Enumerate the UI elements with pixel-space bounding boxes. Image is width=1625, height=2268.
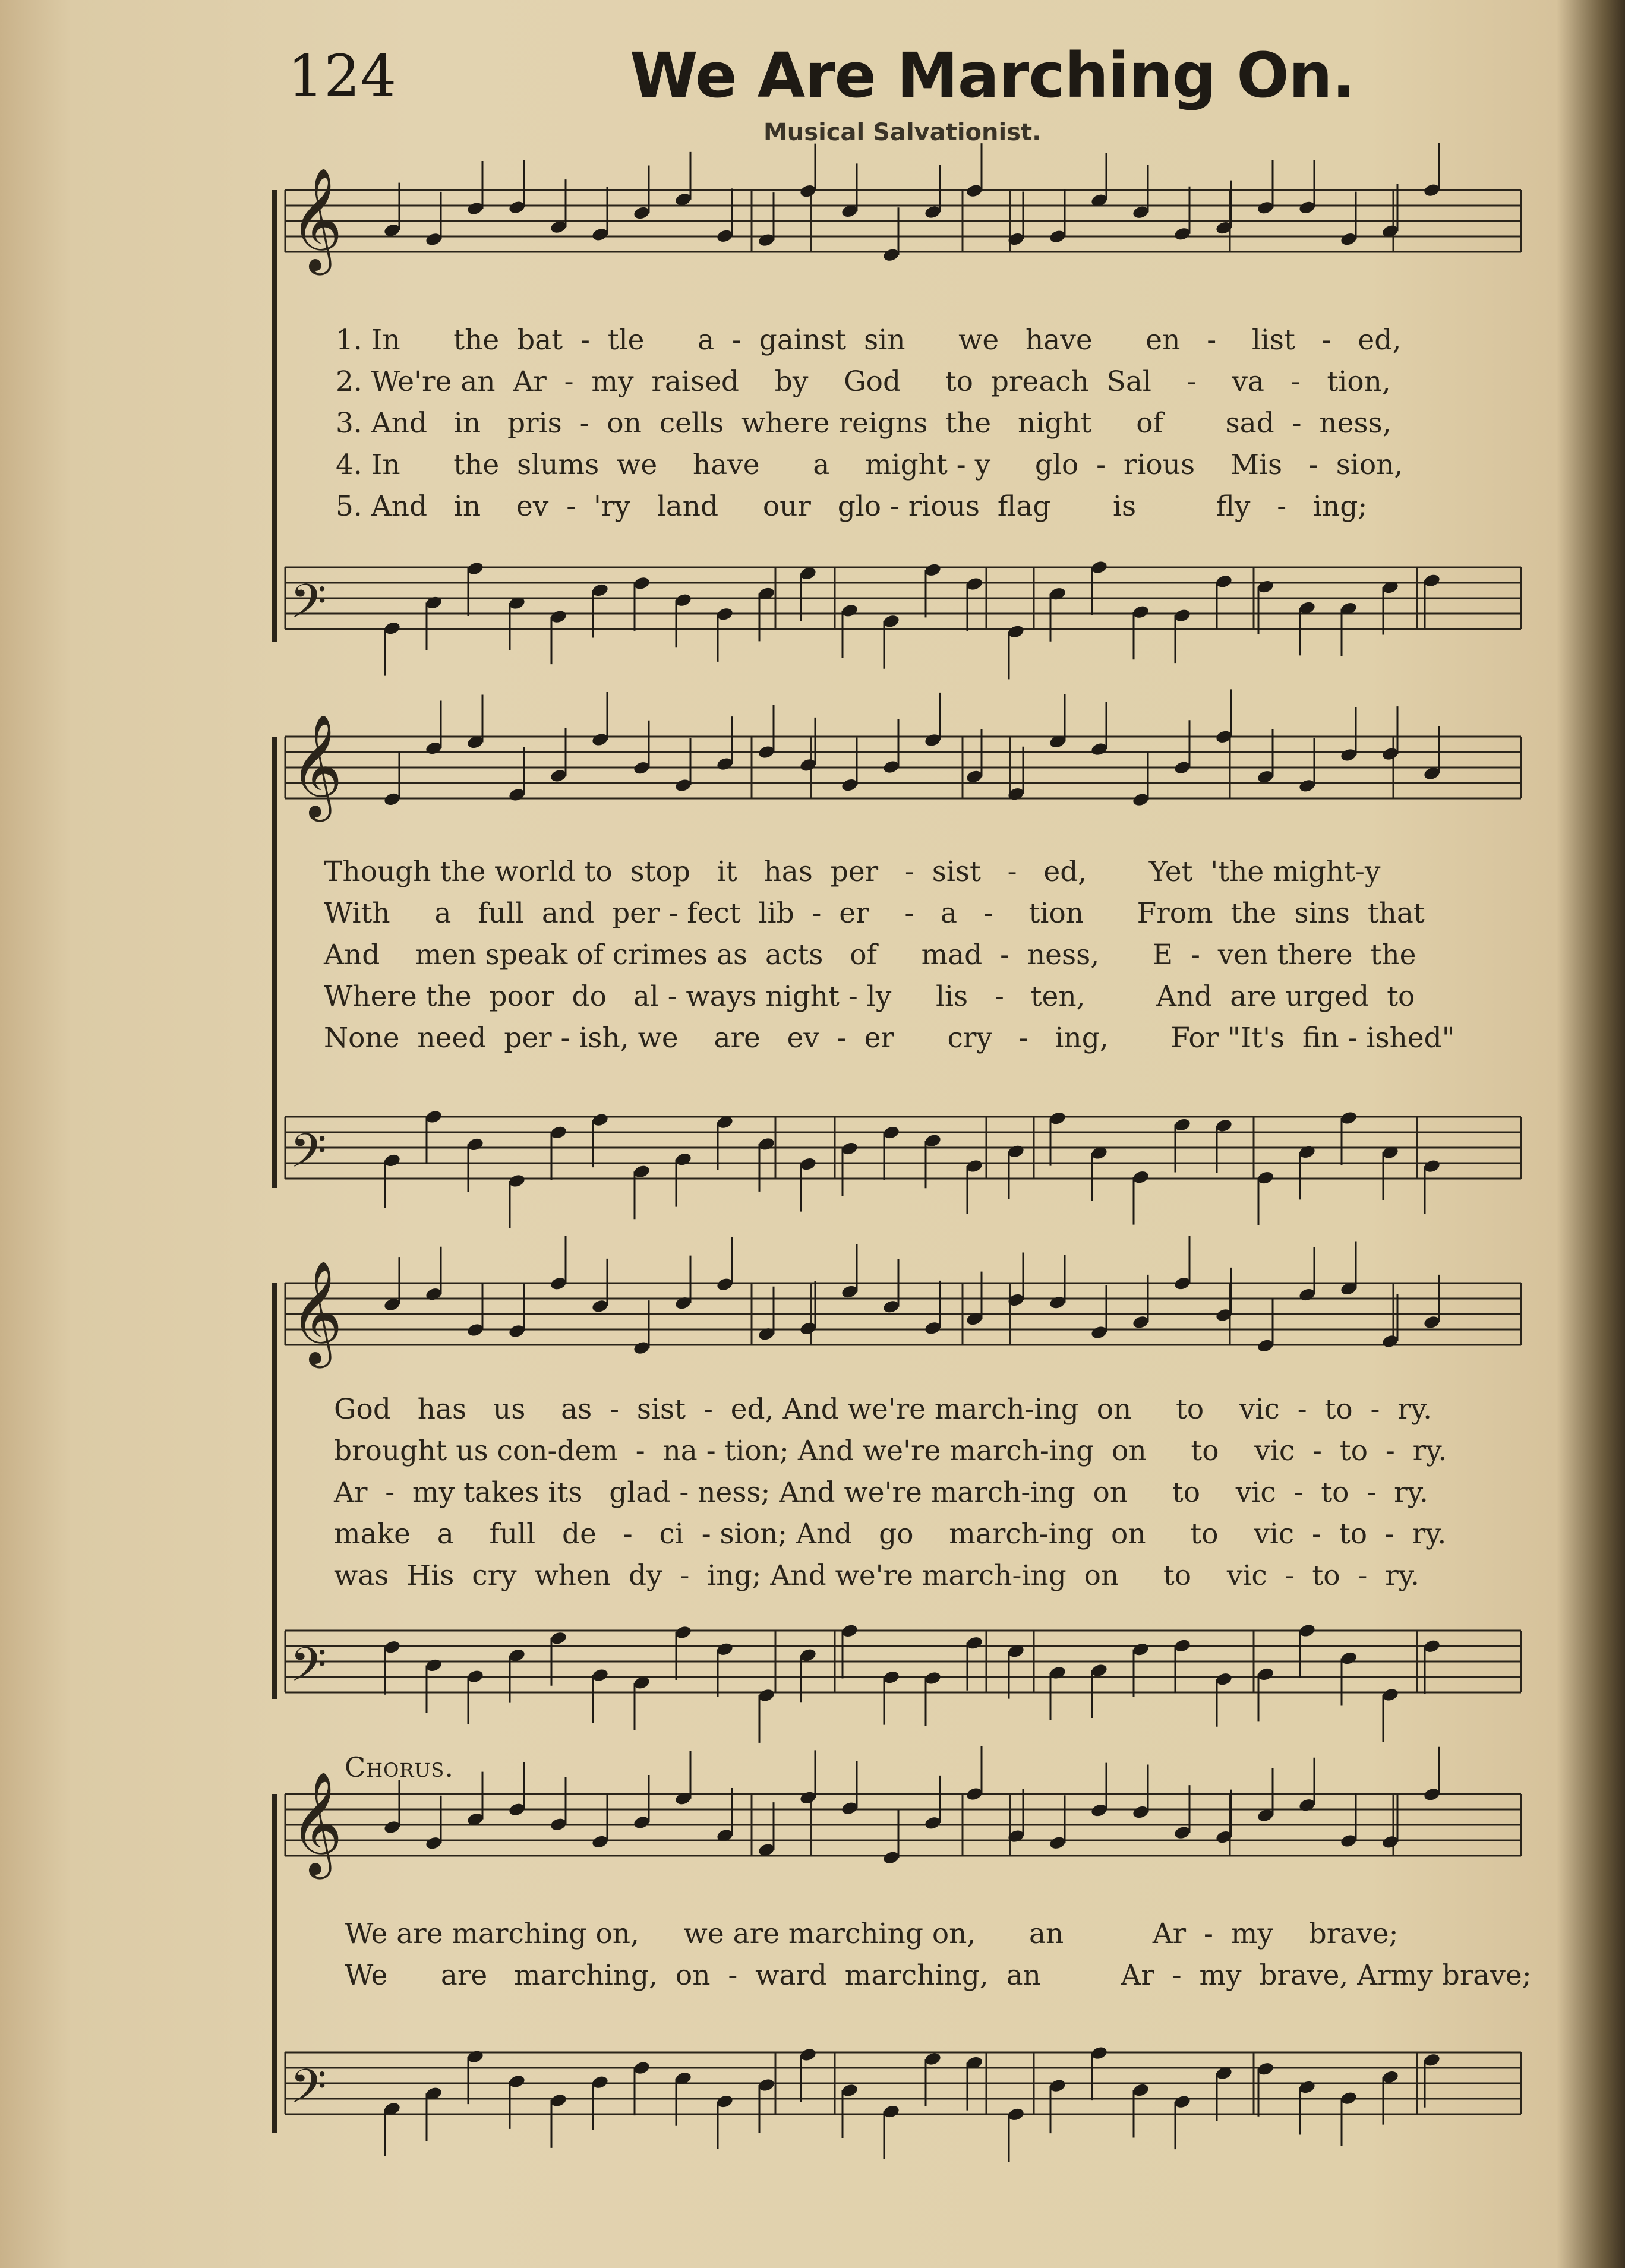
verse-4-line-system-2: Where the poor do al - ways night - ly lis - ten, And are urged to bbox=[324, 980, 1415, 1013]
verse-5-line-system-1: 5. And in ev - 'ry land our glo - rious flag is fly - ing; bbox=[336, 490, 1368, 523]
verse-2-line-system-3: brought us con-dem - na - tion; And we're march-ing on to vic - to - ry. bbox=[334, 1435, 1447, 1467]
treble-clef-icon: 𝄞 bbox=[290, 714, 343, 817]
verse-3-line-system-1: 3. And in pris - on cells where reigns the night of sad - ness, bbox=[336, 407, 1391, 440]
verse-5-line-system-3: was His cry when dy - ing; And we're march-ing on to vic - to - ry. bbox=[334, 1559, 1419, 1592]
treble-clef-icon: 𝄞 bbox=[290, 1771, 343, 1875]
verse-2-line-system-2: With a full and per - fect lib - er - a - tion From the sins that bbox=[324, 897, 1425, 930]
bass-clef-icon: 𝄢 bbox=[290, 1123, 327, 1190]
verse-3-line-system-3: Ar - my takes its glad - ness; And we're march-ing on to vic - to - ry. bbox=[334, 1476, 1428, 1509]
verse-4-line-system-1: 4. In the slums we have a might - y glo - rious Mis - sion, bbox=[336, 448, 1403, 481]
treble-clef-icon: 𝄞 bbox=[290, 1261, 343, 1364]
chorus-label: Chorus. bbox=[345, 1751, 454, 1783]
verse-4-line-system-3: make a full de - ci - sion; And go march-ing on to vic - to - ry. bbox=[334, 1518, 1447, 1550]
bass-clef-icon: 𝄢 bbox=[290, 1637, 327, 1704]
hymn-title: We Are Marching On. bbox=[630, 39, 1355, 112]
verse-1-line-system-3: God has us as - sist - ed, And we're march-ing on to vic - to - ry. bbox=[334, 1393, 1432, 1426]
verse-3-line-system-2: And men speak of crimes as acts of mad - ness, E - ven there the bbox=[324, 939, 1416, 971]
verse-5-line-system-2: None need per - ish, we are ev - er cry - ing, For "It's fin - ished" bbox=[324, 1022, 1455, 1054]
page-number: 124 bbox=[288, 43, 397, 109]
chorus-line-1: We are marching on, we are marching on, an Ar - my brave; bbox=[345, 1918, 1399, 1950]
verse-2-line-system-1: 2. We're an Ar - my raised by God to preach Sal - va - tion, bbox=[336, 365, 1391, 398]
verse-1-line-system-2: Though the world to stop it has per - sist - ed, Yet 'the might-y bbox=[324, 855, 1381, 888]
bass-clef-icon: 𝄢 bbox=[290, 2059, 327, 2125]
verse-1-line-system-1: 1. In the bat - tle a - gainst sin we have en - list - ed, bbox=[336, 324, 1402, 356]
treble-clef-icon: 𝄞 bbox=[290, 168, 343, 271]
chorus-line-2: We are marching, on - ward marching, an Ar - my brave, Army brave; bbox=[345, 1959, 1532, 1992]
attribution: Musical Salvationist. bbox=[763, 119, 1042, 146]
bass-clef-icon: 𝄢 bbox=[290, 574, 327, 640]
